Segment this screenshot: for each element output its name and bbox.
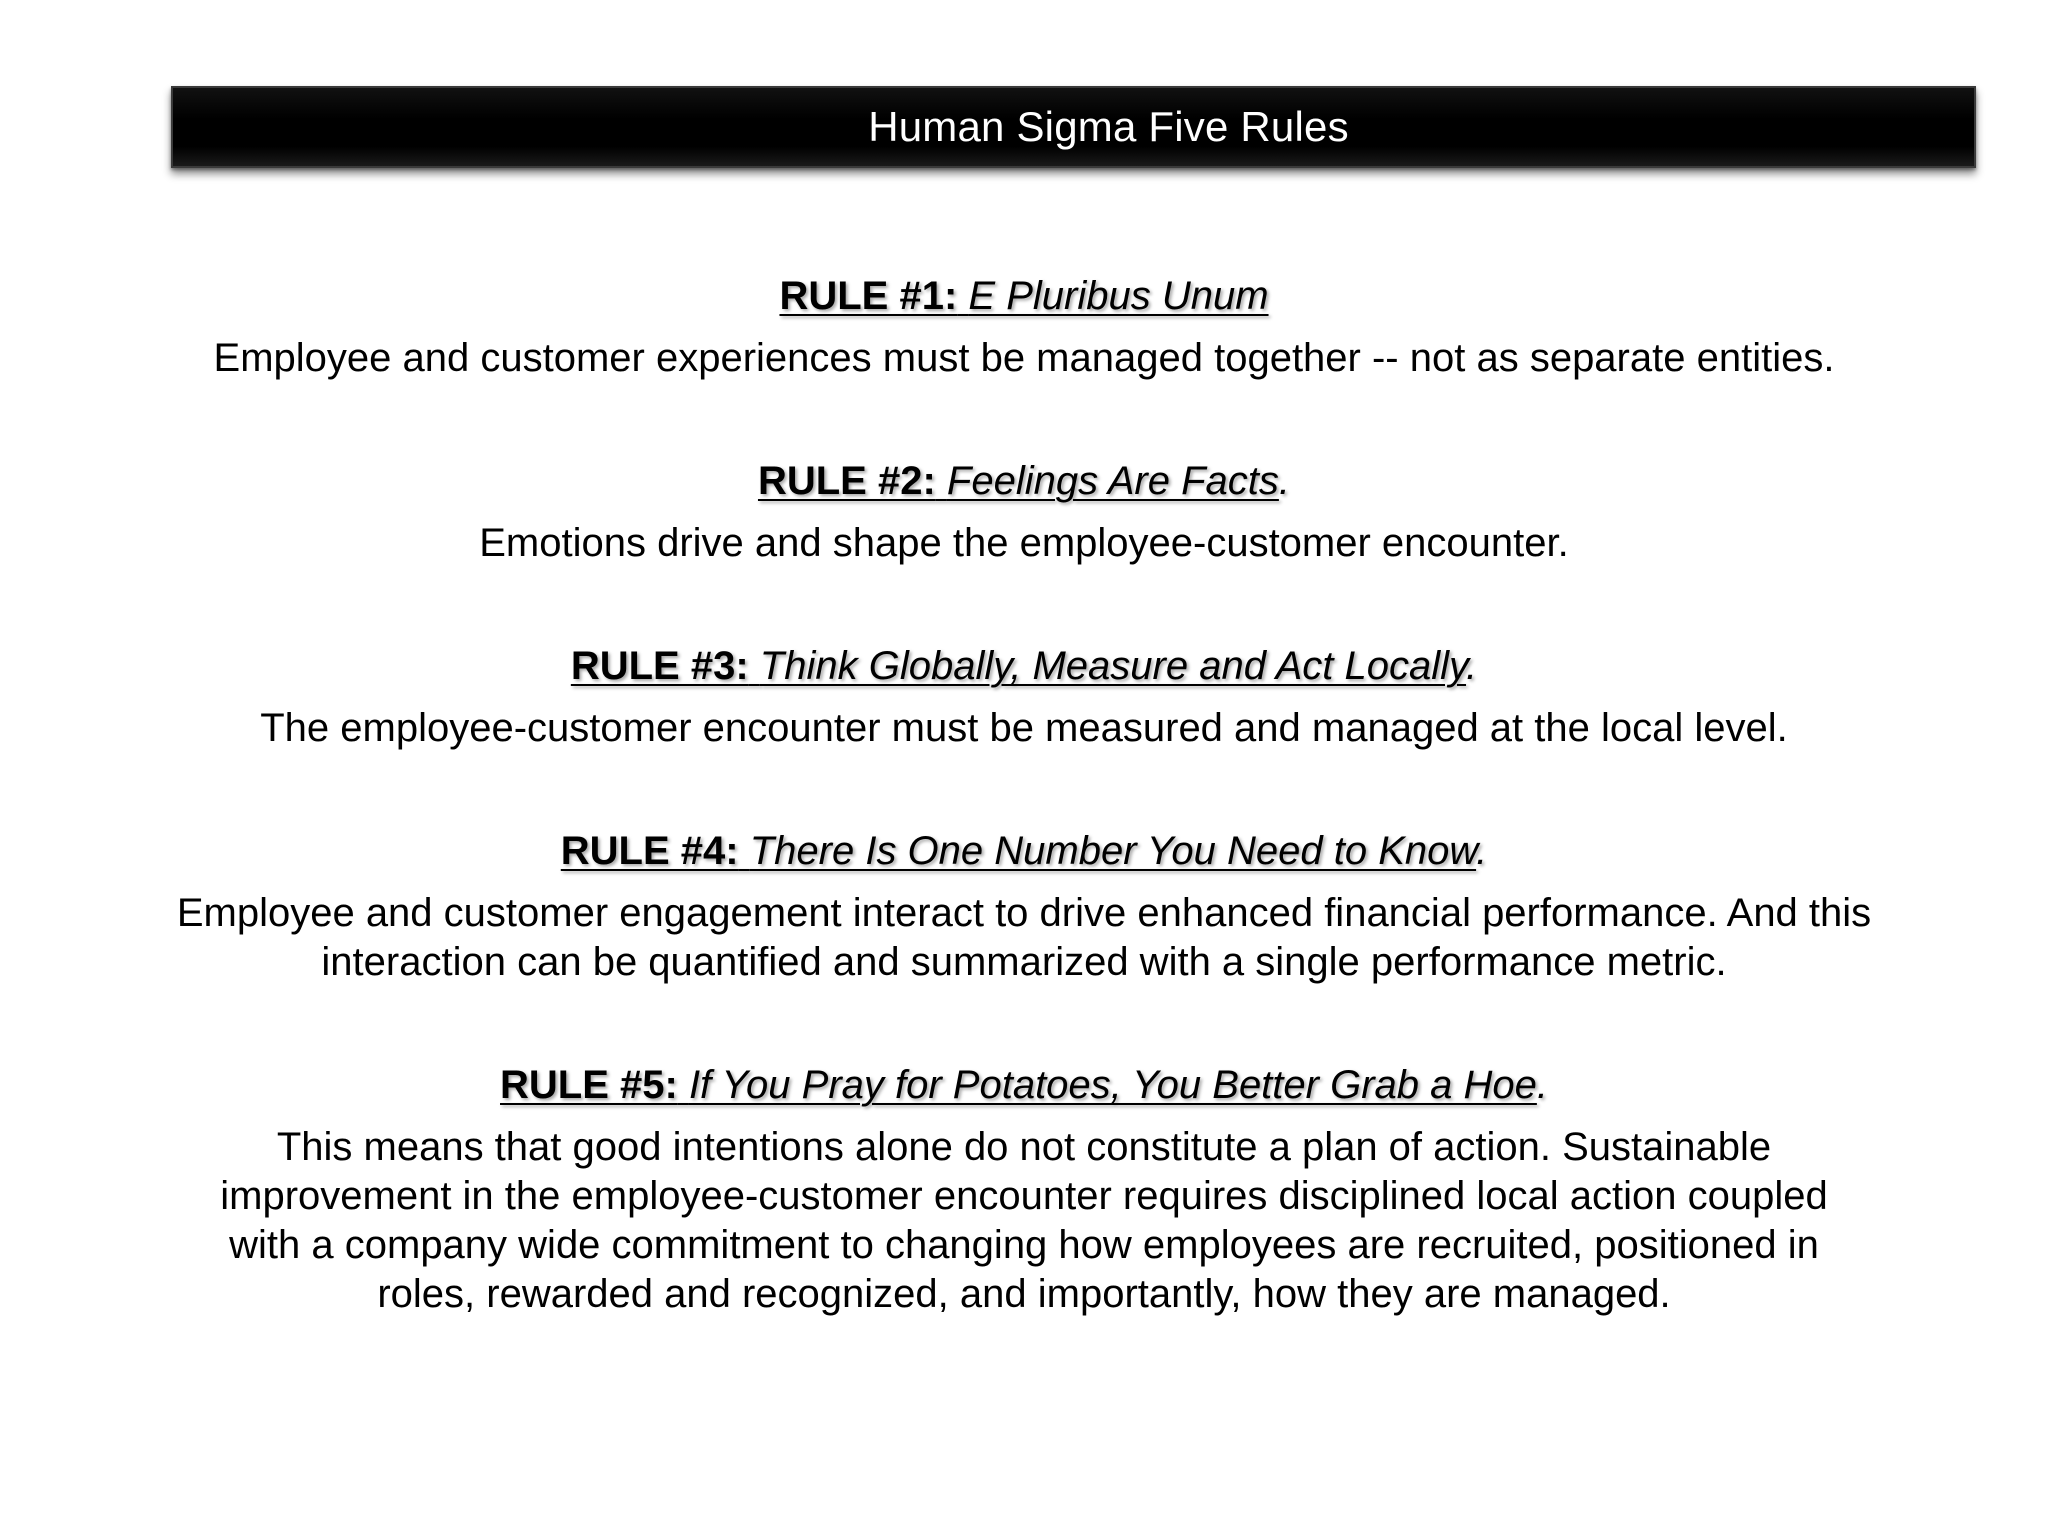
rule-4-line-2: interaction can be quantified and summarized with a single performance metric.	[321, 940, 1727, 984]
rule-5-description	[0, 1123, 2048, 1319]
rule-3-heading-underlined	[571, 644, 1466, 688]
rule-5-name: If You Pray for Potatoes, You Better Grab a Hoe	[688, 1063, 1537, 1107]
rule-2-line-1: Emotions drive and shape the employee-customer encounter.	[479, 521, 1569, 565]
rule-2-description	[0, 519, 2048, 568]
rule-2-heading-underlined	[758, 459, 1279, 503]
rule-5-heading	[0, 1061, 2048, 1109]
rule-1-heading-underlined	[779, 274, 1268, 318]
rule-2-suffix: .	[1278, 459, 1291, 503]
rule-3-suffix: .	[1466, 644, 1478, 688]
rule-4-suffix: .	[1476, 829, 1488, 873]
rule-1-name: E Pluribus Unum	[968, 274, 1269, 318]
rule-3-number: RULE #3:	[570, 644, 749, 688]
rule-1-description	[0, 334, 2048, 383]
rule-4-line-1: Employee and customer engagement interact to drive enhanced financial performance. And this	[176, 891, 1872, 935]
rule-2-number: RULE #2:	[757, 459, 936, 503]
rule-5-suffix: .	[1536, 1063, 1548, 1107]
rule-3-heading	[0, 642, 2048, 690]
rule-4-number: RULE #4:	[560, 829, 739, 873]
rule-5-line-3: with a company wide commitment to changing how employees are recruited, positioned in	[229, 1223, 1819, 1267]
rule-3-description	[0, 704, 2048, 753]
rule-1-number: RULE #1:	[779, 274, 958, 318]
rule-5-line-2: improvement in the employee-customer encounter requires disciplined local action coupled	[220, 1174, 1828, 1218]
rule-1-heading	[0, 272, 2048, 320]
rule-2-heading	[0, 457, 2048, 505]
rule-2-name: Feelings Are Facts	[946, 459, 1279, 503]
rule-3-name: Think Globally, Measure and Act Locally	[759, 644, 1467, 688]
rule-3-line-1: The employee-customer encounter must be measured and managed at the local level.	[260, 706, 1788, 750]
rule-4-heading	[0, 827, 2048, 875]
rule-5-line-1: This means that good intentions alone do not constitute a plan of action. Sustainable	[276, 1125, 1772, 1169]
rule-1-line-1: Employee and customer experiences must be managed together -- not as separate entities.	[213, 336, 1835, 380]
rule-5-line-4: roles, rewarded and recognized, and importantly, how they are managed.	[377, 1272, 1671, 1316]
rule-5-heading-underlined	[500, 1063, 1537, 1107]
slide-title: Human Sigma Five Rules	[868, 103, 1349, 150]
rule-5-number: RULE #5:	[500, 1063, 678, 1107]
slide-title-bar	[171, 86, 1976, 168]
rule-4-description	[0, 889, 2048, 987]
rule-4-name: There Is One Number You Need to Know	[749, 829, 1477, 873]
rule-4-heading-underlined	[561, 829, 1476, 873]
